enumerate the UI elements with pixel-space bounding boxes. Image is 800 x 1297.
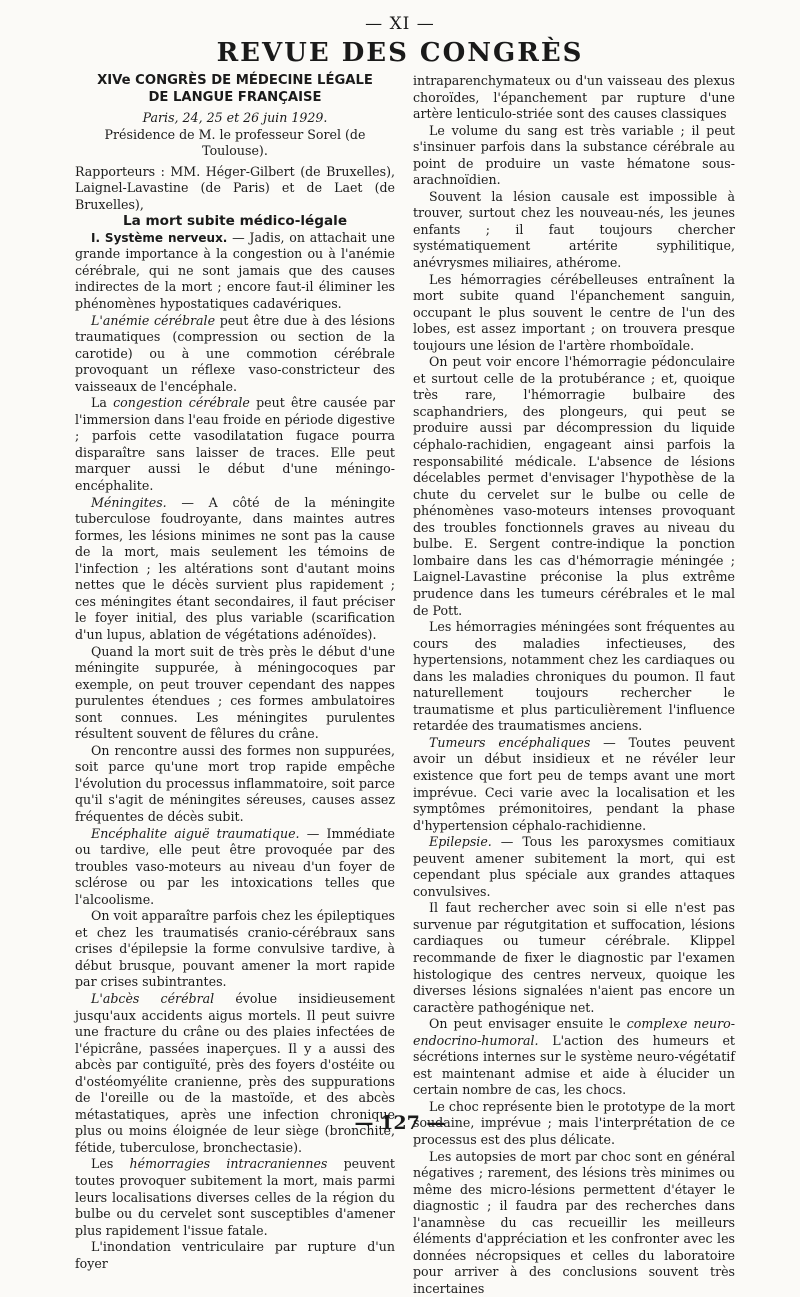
paragraph: Tumeurs encéphaliques — Toutes peuvent avoir un début insidieux et ne révéler leur existence que fort peu de temps avant une mort imprévue. Ceci varie avec la localisation et les symptômes prémonitoires, pendant la phase d'hypertension céphalo-rachidienne. [413,734,735,833]
paragraph: L'inondation ventriculaire par rupture d'un foyer [75,1239,395,1271]
paragraph: Quand la mort suit de très près le début d'une méningite suppurée, à méningocoques par exemple, on peut trouver cependant des nappes purulentes étendues ; ces formes ambulatoires sont connues. Les méningites purulentes résultent souvent de fêlures du crâne. [75,643,395,742]
section-title: La mort subite médico-légale [122,213,348,230]
paragraph: Le choc représente bien le prototype de la mort soudaine, imprévue ; mais l'interprétation de ce processus est des plus délicate. [413,1098,735,1147]
paragraph: Souvent la lésion causale est impossible à trouver, surtout chez les nouveau-nés, les jeunes enfants ; il faut toujours chercher systématiquement artérite syphilitique, anévrysmes miliaires, athérome. [413,188,735,271]
paragraph: Les hémorragies intracraniennes peuvent toutes provoquer subitement la mort, mais parmi leurs localisations diverses celles de la région du bulbe ou du cervelet sont susceptibles d'amener plus rapidement l'issue fatale. [75,1156,395,1238]
paragraph: L'abcès cérébral évolue insidieusement jusqu'aux accidents aigus mortels. Il peut suivre une fracture du crâne ou des plaies infectées de l'épicrâne, passées inaperçues. Il y a aussi des abcès par contiguïté, près des foyers d'ostéite ou d'ostéomyélite cranienne, près des suppurations de l'oreille ou de la mastoïde, et des abcès métastatiques, après une infection chronique plus ou moins éloignée de leur siège (bronchite, fétide, tuberculose, bronchectasie). [75,990,395,1155]
paragraph: L'anémie cérébrale peut être due à des lésions traumatiques (compression ou section de la carotide) ou à une commotion cérébrale provoquant un réflexe vaso-constricteur des vaisseaux de l'encéphale. [75,312,395,394]
congress-presidence: Présidence de M. le professeur Sorel (de Toulouse). [104,126,366,159]
page-folio: — XI — [365,14,435,34]
paragraph: Les hémorragies méningées sont fréquentes au cours des maladies infectieuses, des hypertensions, notamment chez les cardiaques ou dans les maladies chroniques du poumon. Il faut naturellement toujours rechercher le traumatisme et plus particulièrement l'influence retardée des traumatismes anciens. [413,619,735,734]
paragraph: Epilepsie. — Tous les paroxysmes comitiaux peuvent amener subitement la mort, qui est cependant plus spéciale aux grandes attaques convulsives. [413,834,735,899]
page-title: REVUE DES CONGRÈS [216,38,584,68]
paragraph: Méningites. — A côté de la méningite tuberculose foudroyante, dans maintes autres formes, les lésions minimes ne sont pas la cause de la mort, mais seulement les témoins de l'infection ; les altérations sont d'autant moins nettes que le décès survient plus rapidement ; ces méningites étant secondaires, il faut préciser le foyer initial, des plus variable (scarification d'un lupus, ablation de végétations adénoïdes). [75,494,395,642]
paragraph: intraparenchymateux ou d'un vaisseau des plexus choroïdes, l'épanchement par rupture d'une artère lenticulo-striée sont des causes classiques [413,73,735,122]
left-column [75,72,395,1272]
paragraph: On voit apparaître parfois chez les épileptiques et chez les traumatisés cranio-cérébraux sans crises d'épilepsie la forme convulsive tardive, à début brusque, pouvant amener la mort rapide par crises subintrantes. [75,908,395,990]
congress-title-line2: DE LANGUE FRANÇAISE [148,90,322,105]
paragraph: On rencontre aussi des formes non suppurées, soit parce qu'une mort trop rapide empêche l'évolution du processus inflammatoire, soit parce qu'il s'agit de méningites séreuses, causes assez fréquentes de décès subit. [75,742,395,824]
congress-rapporteurs: Rapporteurs : MM. Héger-Gilbert (de Bruxelles), Laignel-Lavastine (de Paris) et de Laet (de Bruxelles), [75,163,395,212]
paragraph: On peut envisager ensuite le complexe neuro-endocrino-humoral. L'action des humeurs et sécrétions internes sur le système neuro-végétatif est maintenant admise et aide à élucider un certain nombre de cas, les chocs. [413,1016,735,1098]
paragraph: Les autopsies de mort par choc sont en général négatives ; rarement, des lésions très minimes ou même des micro-lésions permettent d'étayer le diagnostic ; il faudra par des recherches dans l'anamnèse du cas recueillir les meilleurs éléments d'appréciation et les confronter avec les données nécropsiques et celles du laboratoire pour arriver à des conclusions souvent très incertaines [413,1148,735,1296]
paragraph: Encéphalite aiguë traumatique. — Immédiate ou tardive, elle peut être provoquée par des troubles vaso-moteurs au niveau d'un foyer de sclérose ou par les intoxications telles que l'alcoolisme. [75,825,395,907]
paragraph: On peut voir encore l'hémorragie pédonculaire et surtout celle de la protubérance ; et, quoique très rare, l'hémorragie bulbaire des scaphandriers, des plongeurs, qui peut se produire aussi par décompression du liquide céphalo-rachidien, engageant ainsi parfois la responsabilité médicale. L'absence de lésions décelables permet d'envisager l'hypothèse de la chute du cervelet sur le bulbe ou celle de phénomènes vaso-moteurs intenses provoquant des troubles fonctionnels graves au niveau du bulbe. E. Sergent contre-indique la ponction lombaire dans les cas d'hémorragie méningée ; Laignel-Lavastine préconise la plus extrême prudence dans les tumeurs cérébrales et le mal de Pott. [413,354,735,618]
paragraph: Les hémorragies cérébelleuses entraînent la mort subite quand l'épanchement sanguin, occupant le plus souvent le centre de l'un des lobes, est assez important ; on trouvera presque toujours une lésion de l'artère rhomboïdale. [413,271,735,353]
paragraph: Il faut rechercher avec soin si elle n'est pas survenue par régutgitation et suffocation, lésions cardiaques ou tumeur cérébrale. Klippel recommande de fixer le diagnostic par l'examen histologique des centres nerveux, quoique les diverses lésions signalées n'aient pas encore un caractère pathogénique net. [413,900,735,1015]
paragraph: La congestion cérébrale peut être causée par l'immersion dans l'eau froide en période digestive ; parfois cette vasodilatation fugace pourra disparaître sans laisser de traces. Elle peut marquer aussi le début d'une méningo-encéphalite. [75,395,395,494]
congress-title-line1: XIVe CONGRÈS DE MÉDECINE LÉGALE [97,73,373,88]
paragraph: I. Système nerveux. — Jadis, on attachait une grande importance à la congestion ou à l'anémie cérébrale, qui ne sont jamais que des causes indirectes de la mort ; encore faut-il éliminer les phénomènes hypostatiques cadavériques. [75,229,396,312]
page-number: — 127 — [354,1112,446,1134]
paragraph: Le volume du sang est très variable ; il peut s'insinuer parfois dans la substance cérébrale au point de produire un vaste hématone sous-arachnoïdien. [413,122,735,188]
congress-dates: Paris, 24, 25 et 26 juin 1929. [142,110,328,125]
